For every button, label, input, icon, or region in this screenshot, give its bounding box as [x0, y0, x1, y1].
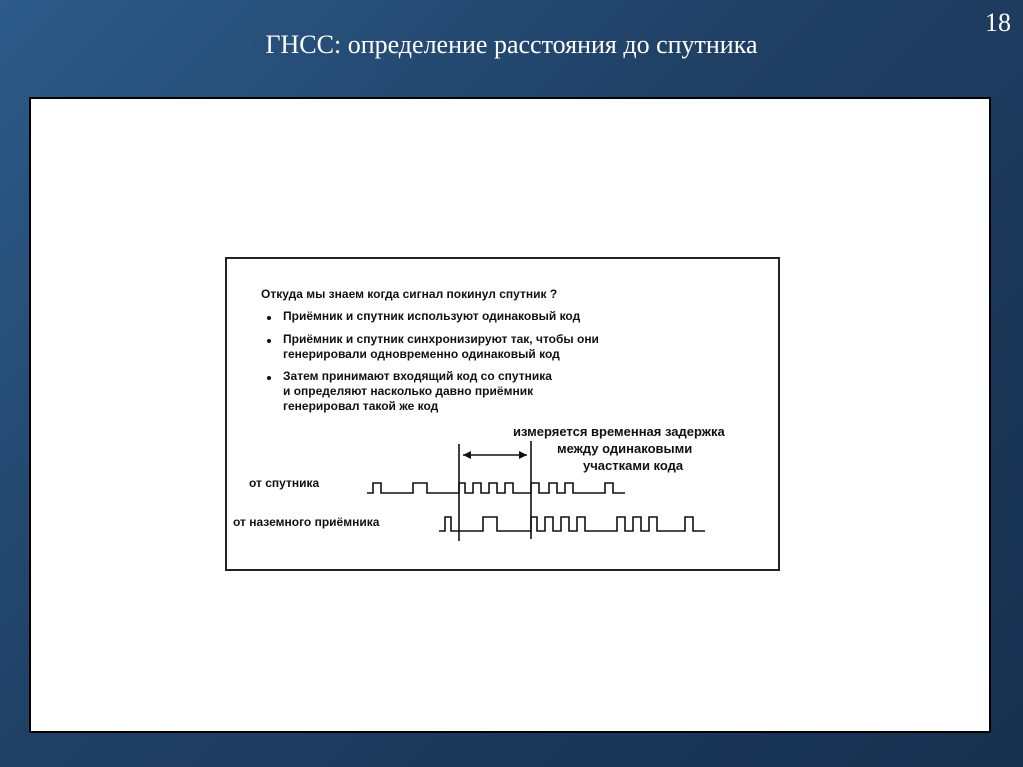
signal-waveforms [227, 259, 778, 569]
bullet-1-line-1: Приёмник и спутник используют одинаковый код [283, 309, 581, 323]
receiver-signal-label: от наземного приёмника [233, 515, 380, 529]
bullet-3-line-2: и определяют насколько давно приёмник [283, 384, 534, 398]
bullet-2-line-2: генерировали одновременно одинаковый код [283, 347, 560, 361]
delay-label-line-1: измеряется временная задержка [513, 424, 725, 439]
content-panel [29, 97, 991, 733]
bullet-2-line-1: Приёмник и спутник синхронизируют так, чтобы они [283, 332, 599, 346]
receiver-signal-wave [439, 517, 705, 531]
satellite-signal-wave [367, 483, 625, 493]
diagram-figure [225, 257, 780, 571]
satellite-signal-label: от спутника [249, 476, 320, 490]
bullet-3-line-3: генерировал такой же код [283, 399, 439, 413]
arrow-head-left [463, 451, 471, 459]
slide-number: 18 [985, 8, 1011, 37]
arrow-head-right [519, 451, 527, 459]
delay-label-line-2: между одинаковыми [557, 441, 693, 456]
delay-label-line-3: участками кода [583, 458, 684, 473]
bullet-3-line-1: Затем принимают входящий код со спутника [283, 369, 552, 383]
slide-title: ГНСС: определение расстояния до спутника [265, 30, 758, 59]
question-text: Откуда мы знаем когда сигнал покинул спутник ? [261, 287, 558, 301]
